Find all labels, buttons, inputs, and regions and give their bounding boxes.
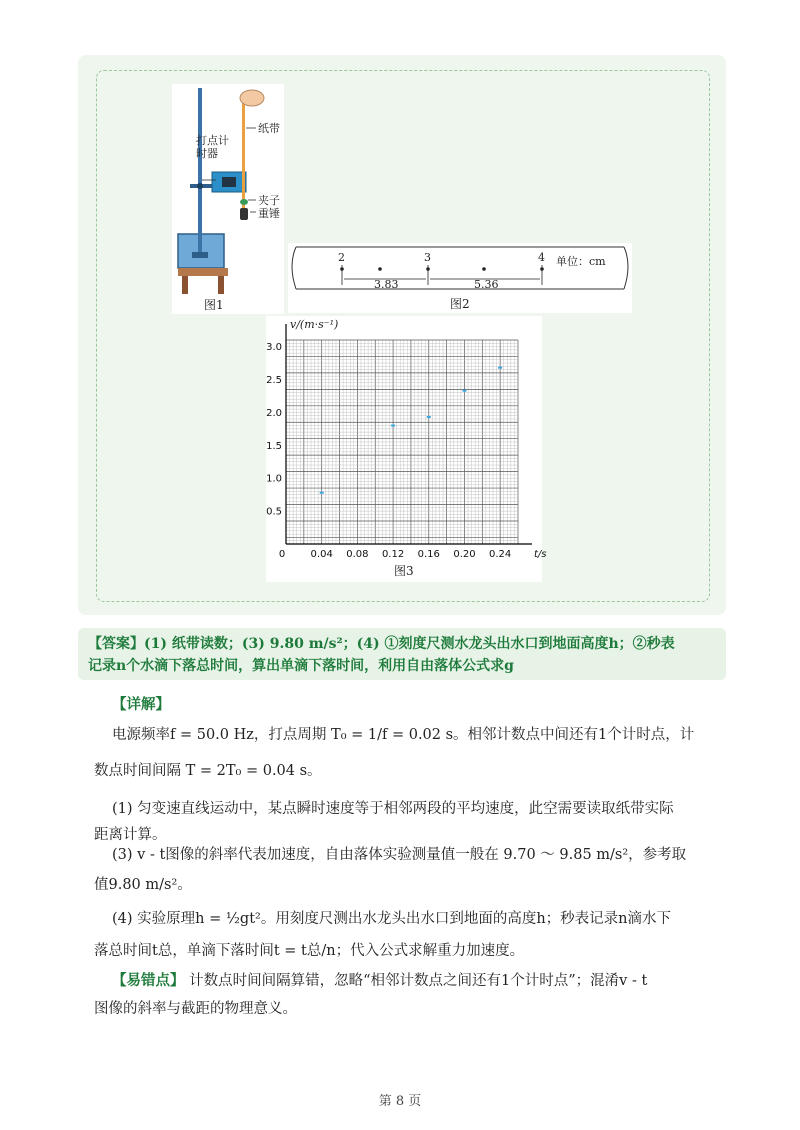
timer-coil bbox=[222, 177, 236, 187]
figure-3-chart bbox=[266, 316, 547, 582]
x-tick-label: 0 bbox=[278, 549, 286, 560]
table-leg bbox=[182, 276, 188, 294]
detail-p1 bbox=[112, 722, 732, 748]
tape-label-4: 4 bbox=[538, 251, 545, 264]
data-point bbox=[462, 390, 466, 392]
figure-2-caption: 图2 bbox=[450, 297, 470, 311]
x-tick-label: 0.08 bbox=[346, 549, 369, 560]
data-point bbox=[320, 492, 324, 494]
x-tick-label: 0.20 bbox=[453, 549, 476, 560]
x-tick-label: 0.16 bbox=[417, 549, 440, 560]
tape-distance-2: 5.36 bbox=[474, 278, 499, 291]
label-timer: 打点计时器 bbox=[196, 134, 229, 160]
detail-p4-line2: 落总时间t总，单滴下落时间t = t总/n；代入公式求解重力加速度。 bbox=[94, 943, 525, 959]
answer-line-1: (1) 纸带读数；(3) 9.80 m/s²；(4) ①刻度尺测水龙头出水口到地面高度h；②秒表 bbox=[144, 636, 675, 652]
stand-pole bbox=[198, 88, 202, 256]
pitfall-bracket: 【易错点】 bbox=[112, 972, 185, 989]
y-tick-label: 2.5 bbox=[266, 374, 282, 386]
label-clip: 夹子 bbox=[258, 194, 280, 207]
x-tick-label: 0.12 bbox=[381, 549, 405, 560]
detail-p3 bbox=[112, 842, 732, 868]
x-tick-label: 0.24 bbox=[489, 549, 512, 560]
detail-p3-cont bbox=[94, 872, 734, 898]
y-tick-label: 0.5 bbox=[266, 506, 282, 518]
figure-1-apparatus bbox=[172, 84, 284, 314]
label-weight: 重锤 bbox=[258, 207, 280, 220]
detail-heading: 【详解】 bbox=[112, 696, 170, 713]
answer-text bbox=[88, 633, 718, 677]
y-tick-label: 3.0 bbox=[266, 342, 282, 354]
x-tick-label: 0.04 bbox=[310, 549, 333, 560]
page-number: 第 8 页 bbox=[378, 1094, 422, 1109]
table-leg bbox=[218, 276, 224, 294]
tape-unit: 单位：cm bbox=[556, 255, 606, 268]
vt-chart bbox=[266, 316, 547, 582]
hand bbox=[240, 90, 264, 106]
detail-p3-line1: (3) v - t图像的斜率代表加速度，自由落体实验测量值一般在 9.70 ～ 9.85 m/s²，参考取 bbox=[112, 847, 687, 863]
detail-p4-cont bbox=[94, 938, 734, 964]
y-tick-label: 1.5 bbox=[266, 440, 282, 452]
data-point bbox=[391, 425, 395, 427]
detail-p2-line2: 距离计算。 bbox=[94, 827, 167, 843]
detail-p1-cont bbox=[94, 758, 734, 784]
detail-p1-line2: 数点时间间隔 T = 2T₀ = 0.04 s。 bbox=[94, 763, 322, 779]
clip bbox=[240, 199, 248, 205]
pitfall-cont bbox=[94, 996, 734, 1022]
detail-p2-line1: (1) 匀变速直线运动中，某点瞬时速度等于相邻两段的平均速度，此空需要读取纸带实际 bbox=[112, 801, 674, 817]
table-edge bbox=[178, 268, 228, 276]
clamp-knob bbox=[197, 183, 203, 189]
tape-label-2: 2 bbox=[338, 251, 345, 264]
detail-p3-line2: 值9.80 m/s²。 bbox=[94, 877, 192, 893]
data-point bbox=[498, 367, 502, 369]
answer-bracket: 【答案】 bbox=[88, 636, 144, 652]
figure-2-tape bbox=[288, 243, 632, 313]
stand-base bbox=[192, 252, 208, 258]
detail-p4 bbox=[112, 906, 732, 932]
tape-label-3: 3 bbox=[424, 251, 431, 264]
detail-p4-line1: (4) 实验原理h = ½gt²。用刻度尺测出水龙头出水口到地面的高度h；秒表记录n滴水下 bbox=[112, 911, 672, 927]
data-point bbox=[427, 416, 431, 418]
pitfall-line-2: 图像的斜率与截距的物理意义。 bbox=[94, 1001, 297, 1017]
answer-line-2: 记录n个水滴下落总时间，算出单滴下落时间，利用自由落体公式求g bbox=[88, 658, 514, 674]
tape-point-mid bbox=[378, 267, 382, 271]
x-axis-label: t/s bbox=[534, 549, 547, 560]
y-tick-label: 2.0 bbox=[266, 407, 282, 419]
tape-point-mid bbox=[482, 267, 486, 271]
pitfall-line-1: 计数点时间间隔算错，忽略“相邻计数点之间还有1个计时点”；混淆v - t bbox=[189, 973, 648, 989]
detail-p2 bbox=[112, 796, 732, 822]
weight bbox=[240, 208, 248, 220]
figure-1-caption: 图1 bbox=[204, 298, 224, 312]
chart-caption: 图3 bbox=[394, 564, 414, 578]
detail-p1-line1: 电源频率f = 50.0 Hz，打点周期 T₀ = 1/f = 0.02 s。相邻计数点中间还有1个计时点，计 bbox=[112, 727, 695, 743]
chart-ylabel: v/(m·s⁻¹) bbox=[290, 318, 339, 331]
tape-distance-1: 3.83 bbox=[374, 278, 399, 291]
pitfall bbox=[112, 968, 732, 994]
y-tick-label: 1.0 bbox=[266, 473, 282, 485]
label-tape: 纸带 bbox=[258, 122, 280, 135]
